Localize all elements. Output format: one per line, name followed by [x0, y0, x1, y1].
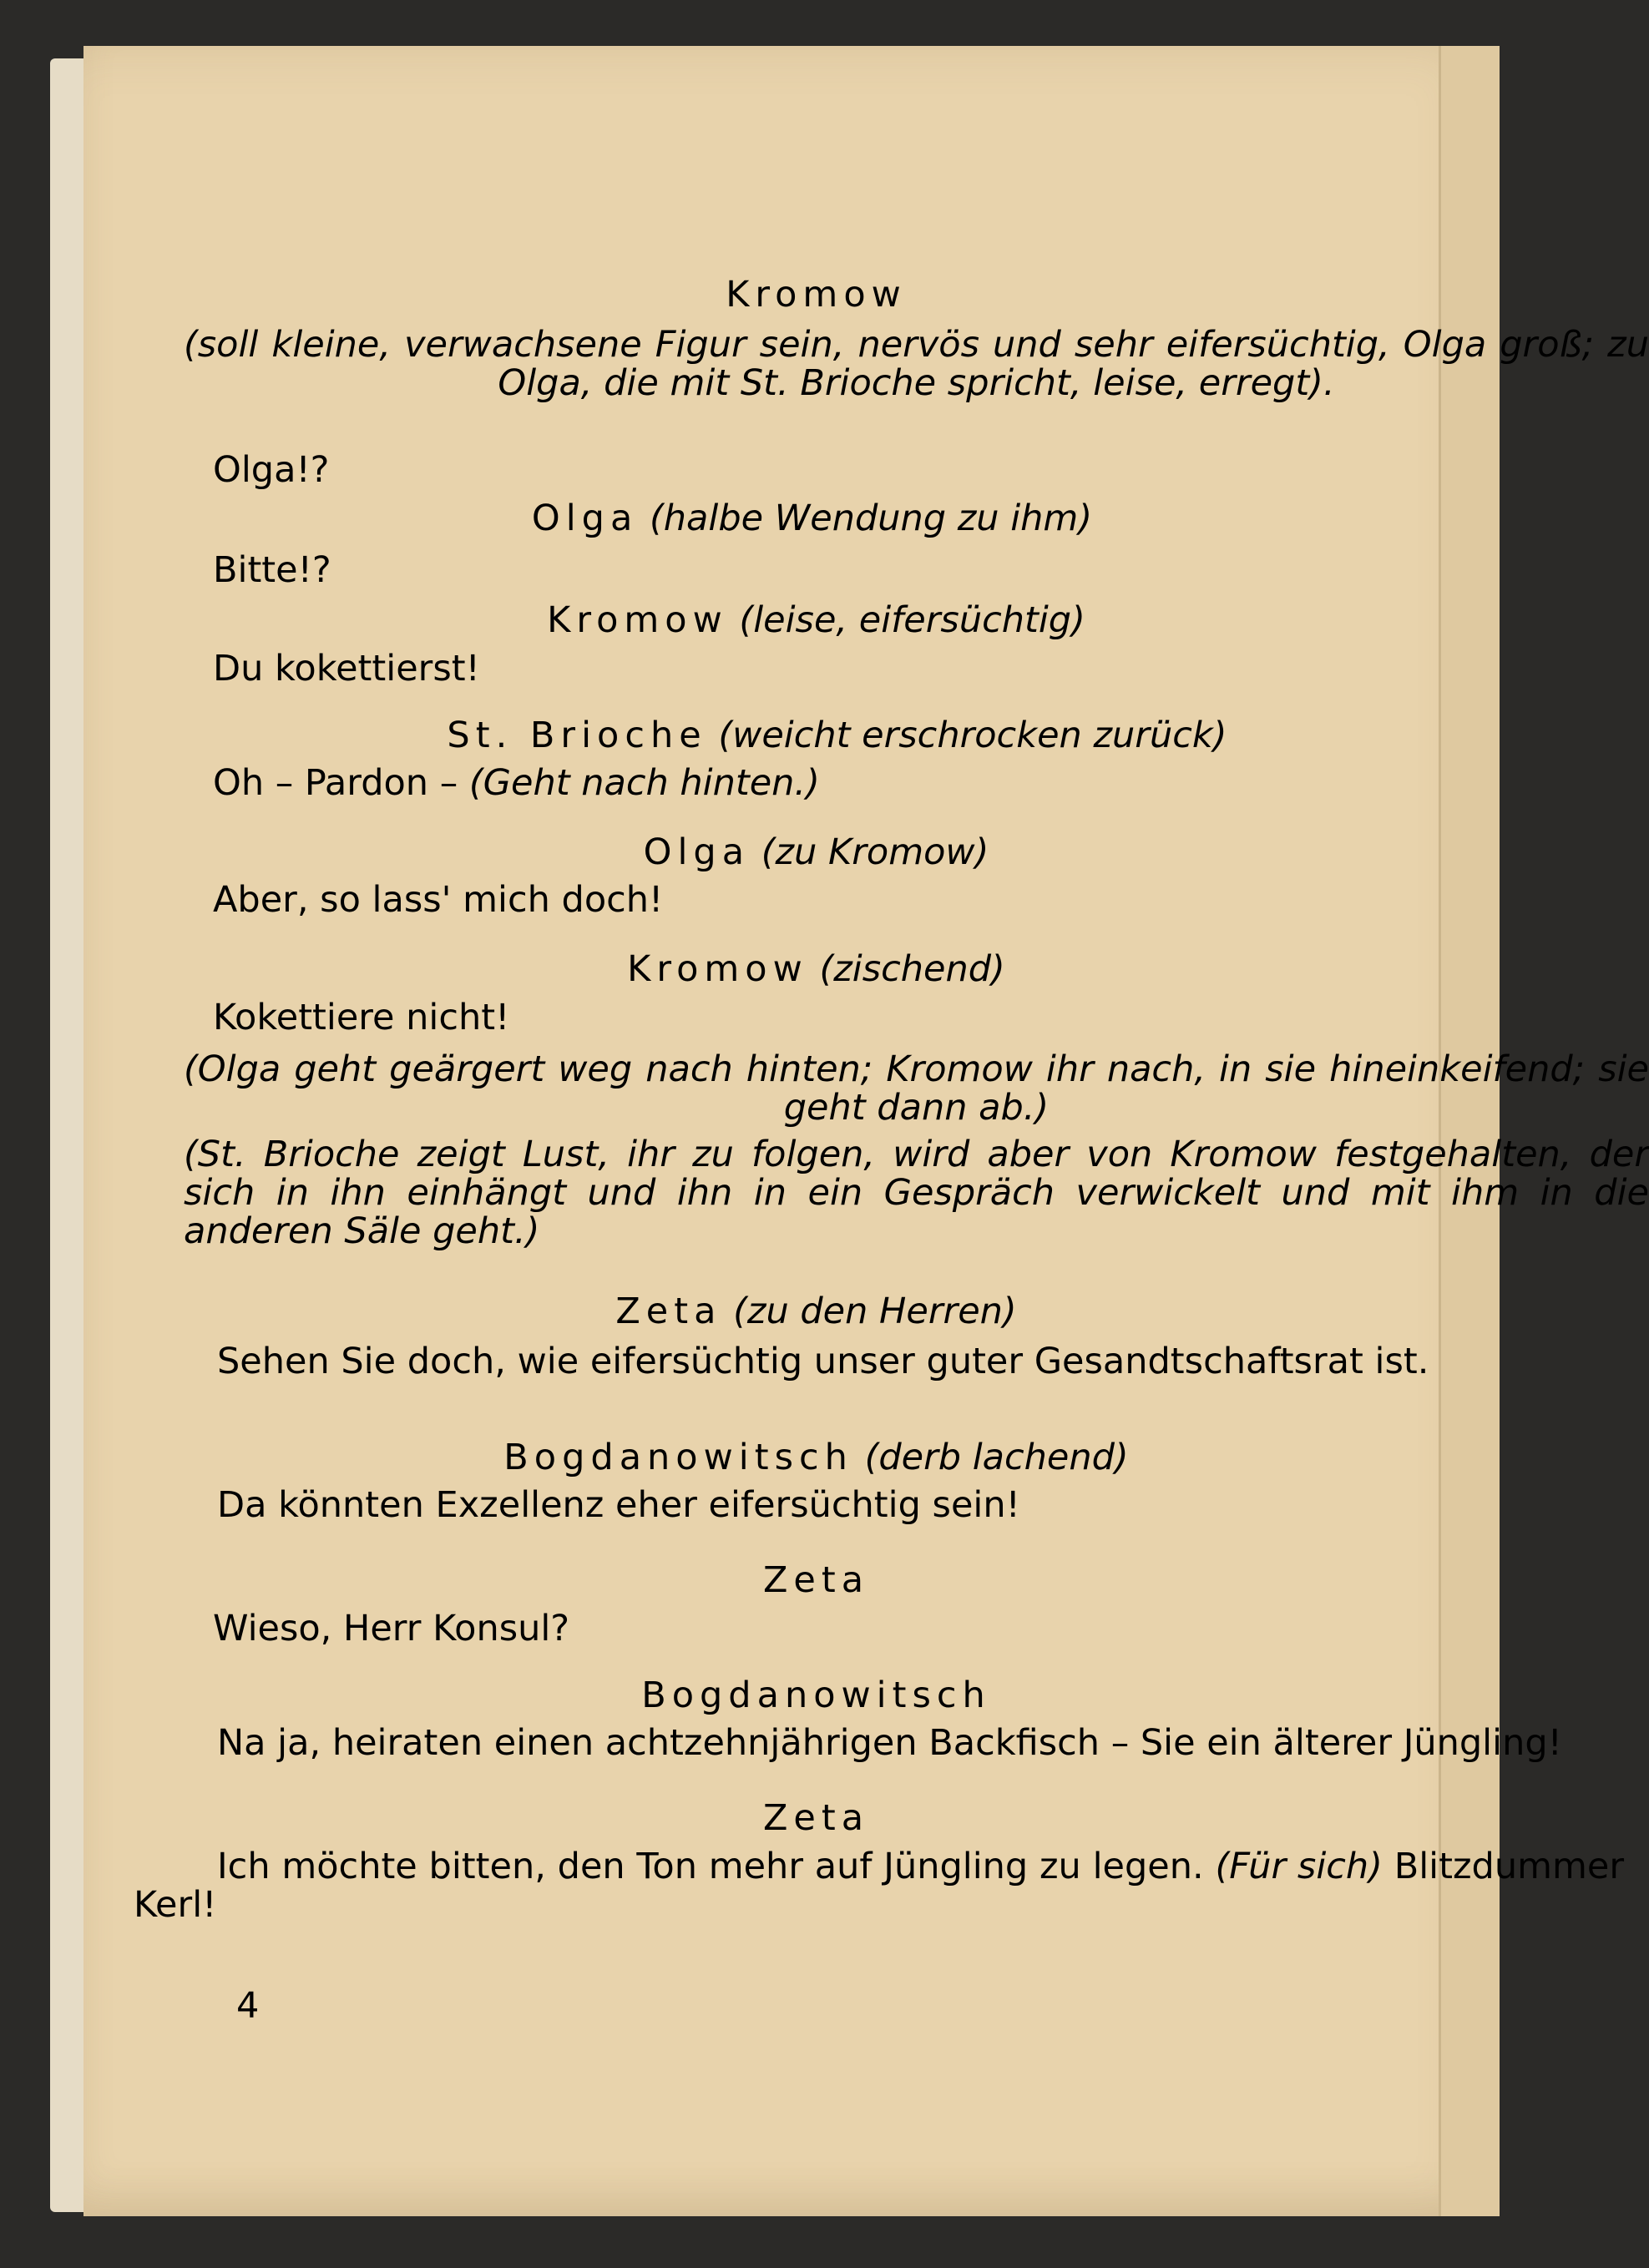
speaker-name: Zeta — [762, 1559, 870, 1601]
speaker-name: Kromow — [627, 948, 808, 990]
dialogue-line — [213, 764, 1378, 802]
speaker-direction: (zu den Herren) — [733, 1291, 1017, 1332]
speaker-name: Olga — [643, 831, 751, 873]
inline-direction: (Für sich) — [1215, 1846, 1383, 1887]
speaker-heading — [234, 1438, 1399, 1477]
dialogue-line: Da könnten Exzellenz eher eifersüchtig sein! — [217, 1484, 1020, 1526]
speaker-direction: (derb lachend) — [864, 1437, 1129, 1478]
speaker-heading — [234, 1292, 1399, 1331]
speaker-heading — [234, 1676, 1399, 1715]
dialogue-line: Aber, so lass' mich doch! — [213, 879, 664, 921]
dialogue-text: Ich möchte bitten, den Ton mehr auf Jüngling zu legen. — [217, 1846, 1204, 1887]
speaker-name: Bogdanowitsch — [641, 1674, 991, 1716]
speaker-name: Bogdanowitsch — [503, 1437, 853, 1478]
stage-direction: (Olga geht geärgert weg nach hinten; Kromow ihr nach, in sie hineinkeifend; sie geht dann ab.) — [184, 1048, 1649, 1129]
dialogue-line: Na ja, heiraten einen achtzehnjährigen Backfisch – Sie ein älterer Jüngling! — [217, 1722, 1562, 1764]
speaker-heading — [234, 601, 1399, 639]
speaker-heading — [234, 1799, 1399, 1837]
speaker-heading — [234, 275, 1399, 314]
speaker-direction: (weicht erschrocken zurück) — [718, 715, 1227, 756]
speaker-name: St. Brioche — [447, 715, 707, 756]
dialogue-line: Olga!? — [213, 449, 330, 491]
dialogue-text: Oh – Pardon – — [213, 762, 458, 804]
dialogue-line: Kokettiere nicht! — [213, 997, 510, 1038]
speaker-name: Kromow — [547, 599, 728, 641]
speaker-direction: (zischend) — [819, 948, 1005, 990]
dialogue-line: Sehen Sie doch, wie eifersüchtig unser guter Gesandtschaftsrat ist. — [217, 1341, 1429, 1382]
speaker-direction: (leise, eifersüchtig) — [739, 599, 1085, 641]
dialogue-text: Blitzdummer Kerl! — [134, 1846, 1624, 1926]
speaker-name: Zeta — [615, 1291, 722, 1332]
speaker-heading — [230, 499, 1394, 538]
speaker-heading — [234, 833, 1399, 871]
speaker-name: Zeta — [762, 1797, 870, 1839]
inline-direction: (Geht nach hinten.) — [468, 762, 820, 804]
dialogue-line: Bitte!? — [213, 549, 331, 591]
speaker-heading — [255, 716, 1419, 755]
dialogue-line: Du kokettierst! — [213, 648, 480, 689]
speaker-direction: (zu Kromow) — [761, 831, 989, 873]
speaker-direction: (halbe Wendung zu ihm) — [650, 498, 1093, 539]
stage-direction: (St. Brioche zeigt Lust, ihr zu folgen, wird aber von Kromow festgehalten, der sich in ihn einhängt und ihn in ein Gespräch verwickelt und mit ihm in die anderen Säle geht.) — [184, 1134, 1649, 1252]
dialogue-line: Wieso, Herr Konsul? — [213, 1608, 570, 1649]
speaker-heading — [234, 1561, 1399, 1599]
stage-direction: (soll kleine, verwachsene Figur sein, nervös und sehr eifersüchtig, Olga groß; zu Olga, die mit St. Brioche spricht, leise, erregt). — [184, 324, 1649, 404]
page-number: 4 — [236, 1985, 260, 2027]
speaker-name: Kromow — [726, 274, 907, 316]
speaker-heading — [234, 950, 1399, 988]
dialogue-line — [134, 1847, 1624, 1924]
speaker-name: Olga — [531, 498, 639, 539]
